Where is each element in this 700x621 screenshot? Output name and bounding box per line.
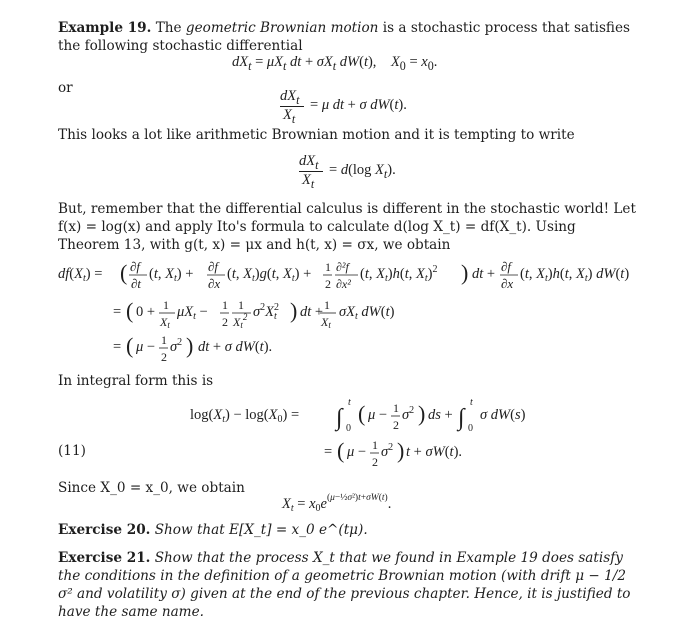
svg-text:0: 0 xyxy=(346,423,351,434)
exercise-21 xyxy=(58,549,638,621)
svg-text:μ −: μ − xyxy=(368,407,388,423)
svg-text:0: 0 xyxy=(468,423,473,434)
svg-text:2: 2 xyxy=(161,350,167,364)
svg-text:dt +: dt + xyxy=(300,304,324,320)
svg-text:): ) xyxy=(461,260,469,285)
ito-line-3: = xyxy=(113,339,122,355)
svg-text:): ) xyxy=(397,438,405,463)
exercise-20 xyxy=(58,521,638,539)
equation-11-label: (11) xyxy=(58,443,86,459)
ito-line-2: = xyxy=(113,304,122,320)
svg-text:1: 1 xyxy=(222,298,228,312)
svg-text:1: 1 xyxy=(372,438,378,452)
svg-text:(: ( xyxy=(358,401,366,426)
svg-text:μ −: μ − xyxy=(347,444,367,460)
ito-line-1: $df(X_t)$ = xyxy=(58,266,103,284)
svg-text:2: 2 xyxy=(222,315,228,329)
svg-text:t: t xyxy=(470,397,473,408)
svg-text:1: 1 xyxy=(163,298,169,312)
example-19-intro-a: The xyxy=(155,20,182,36)
text-integral: In integral form this is xyxy=(58,373,214,389)
svg-text:σXt dW(t): $\sigma X_t$ dW(t) xyxy=(339,304,395,322)
svg-text:Xt: Xt xyxy=(321,315,331,330)
svg-text:(t, Xt)h(t, Xt) dW(t): (t, $X_t)h(t$, $X_t$) dW(t) xyxy=(520,266,630,284)
text-arithmetic: This looks a lot like arithmetic Brownian motion and it is tempting to write xyxy=(58,127,575,143)
svg-text:(t, Xt)g(t, Xt) +: (t, $X_t)g(t$, $X_t$) + xyxy=(227,266,312,284)
example-19-term: geometric Brownian motion xyxy=(185,20,379,36)
svg-text:μ −: μ − xyxy=(136,339,156,355)
svg-text:Xt: Xt xyxy=(160,315,170,330)
exercise-21-label: Exercise 21. xyxy=(58,550,151,566)
equation-sde: $dX_t = \mu X_t$ dt + $\sigma X_t$ dW(t), $X_0 = x_0$. xyxy=(232,54,438,73)
svg-text:): ) xyxy=(290,298,298,323)
text-since: Since X_0 = x_0, we obtain xyxy=(58,480,245,496)
svg-text:σ2: $\sigma^2$ xyxy=(170,337,183,355)
eq11-line-1: $\log(X_t) - \log(X_0)$ = xyxy=(190,407,300,425)
svg-text:2: 2 xyxy=(372,455,378,469)
example-19-paragraph xyxy=(58,19,638,55)
svg-text:0 +: 0 + xyxy=(136,304,156,320)
svg-text:1: 1 xyxy=(325,260,331,274)
or-word: or xyxy=(58,80,73,96)
svg-text:∂t: ∂t xyxy=(131,276,142,291)
svg-text:∂f: ∂f xyxy=(501,259,512,274)
svg-text:Xt = x0e(μ−½σ²)t+σW(t).: $X_t = x_0e^{(\mu-\frac{1}{2}\sigma^2)t+\sigma W(t)}$. xyxy=(282,493,392,514)
example-19-label: Example 19. xyxy=(58,20,152,36)
svg-text:): ) xyxy=(418,401,426,426)
svg-text:dt +: dt + xyxy=(472,266,496,282)
eq11-line-2: = xyxy=(324,444,333,460)
svg-text:1: 1 xyxy=(161,333,167,347)
svg-text:dt + σ dW(t).: dt + σ dW(t). xyxy=(198,339,273,355)
svg-text:ds +: ds + xyxy=(428,407,453,423)
svg-text:σ2: $\sigma^2$ xyxy=(402,405,415,423)
svg-text:(: ( xyxy=(120,260,128,285)
text-but: But, remember that the differential calculus is different in the stochastic world! Let f(x) = log(x) and apply Ito's formula to calculate d(log X_t) = df(X_t). Using Theorem 13, with g(t, x) = μx and h(t, x) = σx, we obtain xyxy=(58,201,636,253)
svg-text:t + σW(t).: t + σW(t). xyxy=(406,444,463,460)
svg-text:μXt −: $\mu X_t$ − xyxy=(177,304,208,322)
svg-text:σ2: $\sigma^2$ xyxy=(381,442,394,460)
svg-text:∂x²: ∂x² xyxy=(336,277,351,291)
svg-text:∂x: ∂x xyxy=(501,276,514,291)
svg-text:(: ( xyxy=(337,438,345,463)
exercise-20-text: Show that E[X_t] = x_0 e^(tμ). xyxy=(154,522,368,538)
svg-text:2: 2 xyxy=(393,418,399,432)
exercise-21-text: Show that the process X_t that we found in Example 19 does satisfy the conditions in the definition of a geometric Brownian motion (with drift μ − 1/2 σ² and volatility σ) given at the end of the previous chapter. Hence, it is justified to have the same name. xyxy=(58,550,631,620)
equation-11 xyxy=(190,392,526,476)
svg-text:∫: ∫ xyxy=(458,405,465,431)
svg-text:∫: ∫ xyxy=(336,405,343,431)
svg-text:2: 2 xyxy=(325,277,331,291)
svg-text:∂f: ∂f xyxy=(130,259,141,274)
svg-text:1: 1 xyxy=(393,401,399,415)
equation-ratio: $dX_t$ $X_t$ = μ dt + σ dW(t). xyxy=(280,88,407,126)
svg-text:(: ( xyxy=(126,333,134,358)
svg-text:∂x: ∂x xyxy=(208,276,221,291)
svg-text:σ dW(s): σ dW(s) xyxy=(480,407,526,423)
equation-solution xyxy=(282,488,432,516)
svg-text:∂²f: ∂²f xyxy=(336,260,349,274)
svg-text:Xt2: Xt$^2$ xyxy=(233,312,248,330)
svg-text:t: t xyxy=(348,397,351,408)
exercise-20-label: Exercise 20. xyxy=(58,522,151,538)
svg-text:σ2X2t: $\sigma^2X^2$ t xyxy=(253,302,280,322)
svg-text:(t, Xt)h(t, Xt)2: (t, $X_t)h(t$, $X_t)^2$ xyxy=(360,264,438,284)
equation-log: $dX_t$ $X_t$ = d(log $X_t$). xyxy=(299,153,396,191)
svg-text:1: 1 xyxy=(238,298,244,312)
example-19-intro-b: is a stochastic process that satisfies the following stochastic differential xyxy=(58,20,631,54)
svg-text:∂f: ∂f xyxy=(208,259,219,274)
equation-ito-derivation xyxy=(58,258,678,368)
svg-text:): ) xyxy=(186,333,194,358)
svg-text:(: ( xyxy=(126,298,134,323)
svg-text:(t, Xt) +: (t, $X_t$) + xyxy=(149,266,194,284)
svg-text:1: 1 xyxy=(324,298,330,312)
